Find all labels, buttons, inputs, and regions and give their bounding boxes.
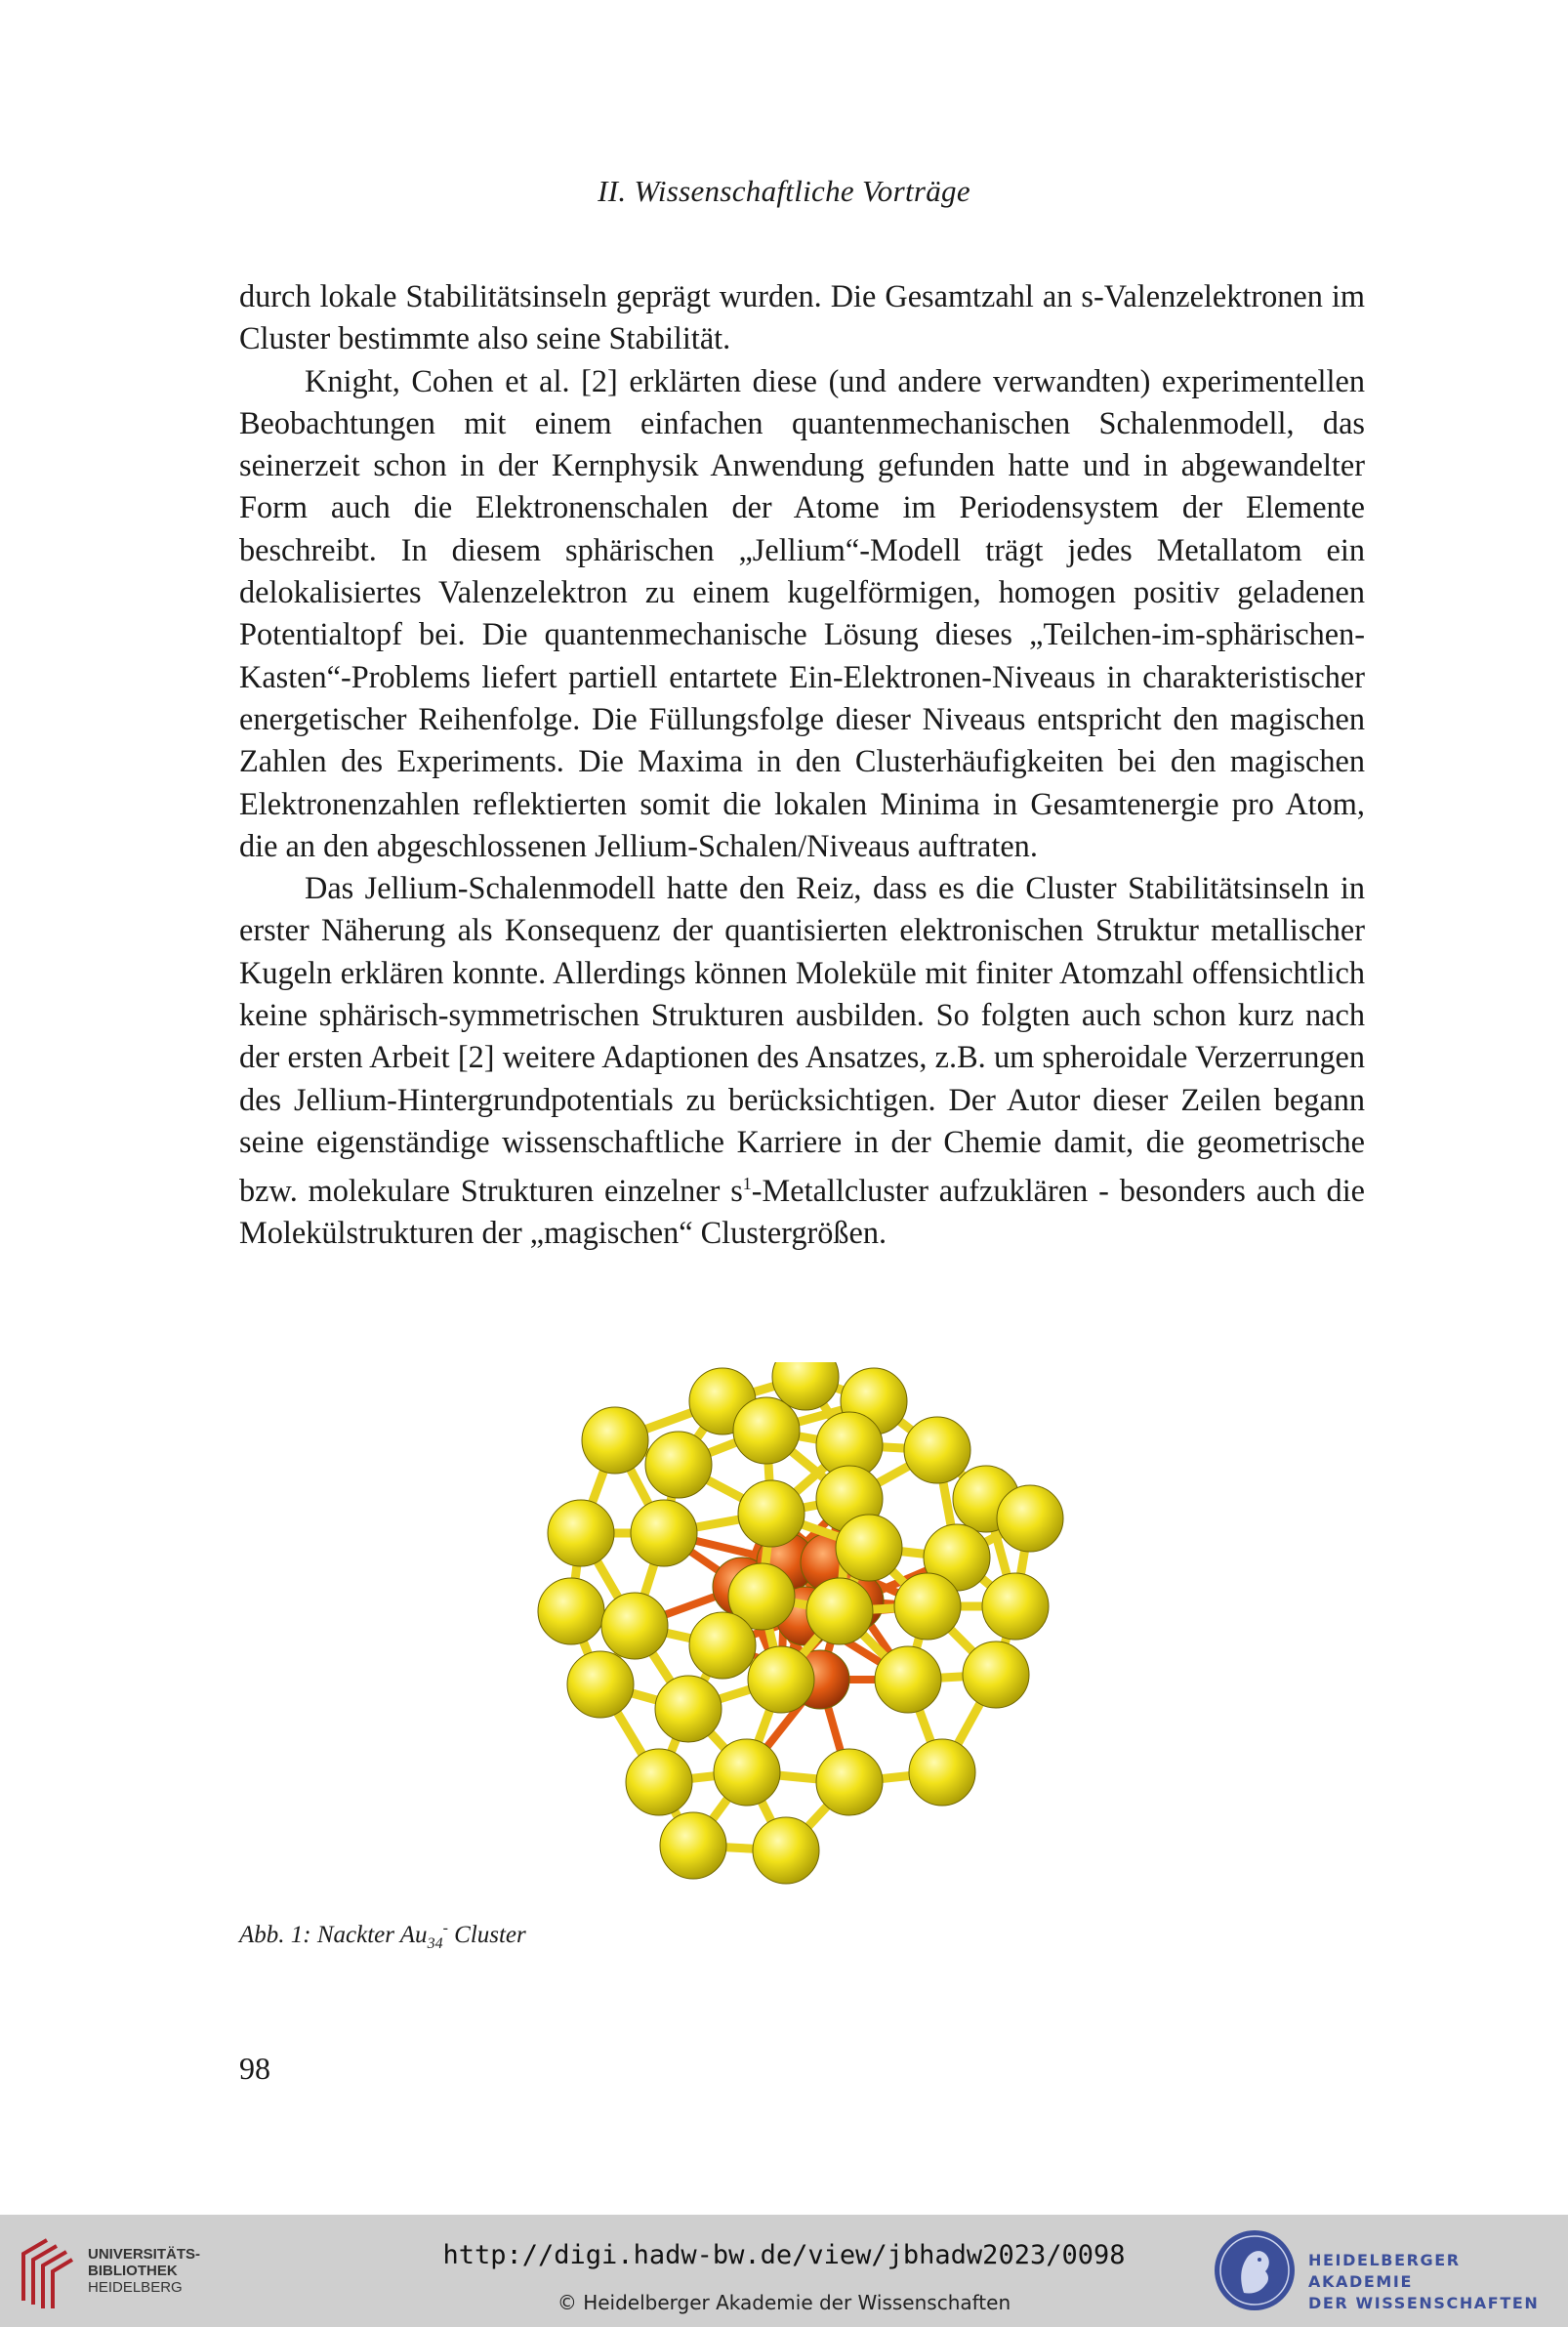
- outer-atom: [655, 1676, 722, 1742]
- paragraph-3-text: Das Jellium-Schalenmodell hatte den Reiz, dass es die Cluster Stabilitätsinseln in erster Näherung als Konsequenz der quantisierten elektronischen Struktur metallischer Kugeln erklären konnte. Allerdings können Moleküle mit finiter Atomzahl offensichtlich keine sphärisch-symmetrischen Strukturen ausbilden. So folgten auch schon kurz nach der ersten Arbeit [2] weitere Adaptionen des Ansatzes, z.B. um spheroidale Verzerrungen des Jellium-Hintergrundpotentials zu berücksichtigen. Der Autor dieser Zeilen begann seine eigenständige wissenschaftliche Karriere in der Chemie damit, die geometrische bzw. molekulare Strukturen: [239, 870, 1365, 1208]
- caption-subscript: 34: [427, 1935, 443, 1952]
- hadw-logo-text: [1308, 2250, 1552, 2314]
- cluster-figure: [527, 1362, 1093, 1909]
- outer-atom: [963, 1641, 1029, 1708]
- paragraph-2: Knight, Cohen et al. [2] erklärten diese (und andere verwandten) experimentellen Beobachtungen mit einem einfachen quantenmechanischen Schalenmodell, das seinerzeit schon in der Kernphysik Anwendung gefunden hatte und in abgewandelter Form auch die Elektronenschalen der Atome im Periodensystem der Elemente beschreibt. In diesem sphärischen „Jellium“-Modell trägt jedes Metallatom ein delokalisiertes Valenzelektron zu einem kugelförmigen, homogen positiv geladenen Potentialtopf bei. Die quantenmechanische Lösung dieses „Teilchen-im-sphärischen-Kasten“-Problems liefert partiell entartete Ein-Elektronen-Niveaus in charakteristischer energetischer Reihenfolge. Die Füllungsfolge dieser Niveaus entspricht den magischen Zahlen des Experiments. Die Maxima in den Clusterhäufigkeiten bei den magischen Elektronenzahlen reflektierten somit die lokalen Minima in Gesamtenergie pro Atom, die an den abgeschlossenen Jellium-Schalen/Niveaus auftraten.: [239, 362, 1365, 863]
- outer-atom: [748, 1646, 814, 1713]
- outer-atom: [733, 1397, 800, 1464]
- superscript-1: 1: [742, 1174, 752, 1194]
- outer-atom: [601, 1593, 668, 1659]
- outer-atom: [645, 1432, 712, 1498]
- ub-line-1: UNIVERSITÄTS-: [88, 2246, 201, 2263]
- ub-line-3: HEIDELBERG: [88, 2279, 183, 2296]
- outer-atom: [816, 1749, 883, 1815]
- outer-atom: [875, 1646, 941, 1713]
- footer-copyright: © Heidelberger Akademie der Wissenschaften: [557, 2291, 1011, 2314]
- hadw-line-2: DER WISSENSCHAFTEN: [1308, 2294, 1540, 2312]
- outer-atom: [714, 1739, 780, 1806]
- outer-atom: [582, 1407, 648, 1474]
- outer-atom: [538, 1578, 604, 1644]
- paragraph-3-end-before: einzelner s: [604, 1173, 743, 1208]
- ub-line-2: BIBLIOTHEK: [88, 2263, 178, 2279]
- outer-atom: [909, 1739, 975, 1806]
- outer-atom: [904, 1417, 970, 1483]
- outer-atom: [631, 1500, 697, 1566]
- outer-atom: [806, 1578, 873, 1644]
- body-text: [239, 275, 1365, 1255]
- au34-cluster-image: [527, 1362, 1093, 1909]
- footer-bar: [0, 2215, 1568, 2327]
- outer-atom: [567, 1651, 634, 1718]
- caption-suffix: Cluster: [447, 1922, 526, 1948]
- outer-atom: [660, 1812, 726, 1879]
- outer-atom: [689, 1612, 756, 1679]
- outer-atom: [997, 1485, 1063, 1552]
- outer-atom: [738, 1480, 805, 1547]
- caption-superscript: -: [442, 1920, 448, 1936]
- hadw-line-1: HEIDELBERGER AKADEMIE: [1308, 2251, 1461, 2291]
- outer-atom: [548, 1500, 614, 1566]
- hadw-seal-icon: [1211, 2226, 1299, 2314]
- outer-atom: [836, 1515, 902, 1581]
- caption-prefix: Abb. 1: Nackter Au: [239, 1922, 428, 1948]
- outer-atom: [894, 1573, 961, 1640]
- paragraph-3: [239, 867, 1365, 1254]
- footer-url-link[interactable]: http://digi.hadw-bw.de/view/jbhadw2023/0098: [442, 2240, 1126, 2270]
- page-number: 98: [239, 2051, 270, 2086]
- paragraph-3-end-after: -Metallcluster aufzuklären - besonders auch die Molekülstrukturen der „magischen“ Clustergrößen.: [239, 1173, 1366, 1251]
- outer-atom: [626, 1749, 692, 1815]
- outer-atom: [982, 1573, 1049, 1640]
- running-header: II. Wissenschaftliche Vorträge: [598, 174, 970, 208]
- paragraph-1: durch lokale Stabilitätsinseln geprägt wurden. Die Gesamtzahl an s-Valenzelektronen im Cluster bestimmte also seine Stabilität.: [239, 278, 1365, 356]
- outer-atom: [753, 1817, 819, 1884]
- hadw-logo[interactable]: [1211, 2226, 1552, 2314]
- figure-caption: [239, 1920, 526, 1953]
